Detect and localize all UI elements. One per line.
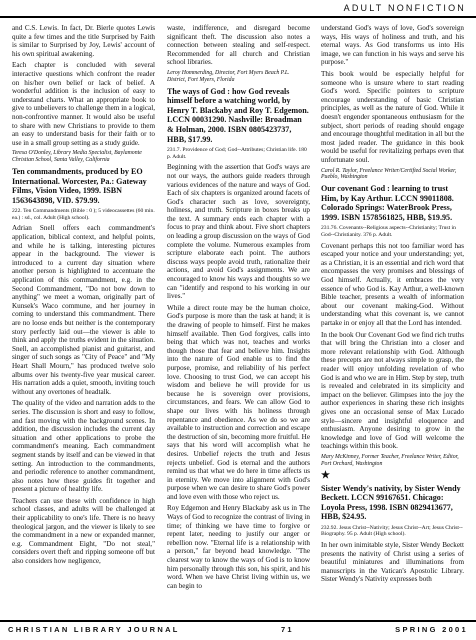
page-number: 71 bbox=[280, 625, 294, 634]
paragraph: understand God's ways of love, God's sovereign ways, His ways of holiness and truth, and his eternal ways. As God transforms us into His image, we can function in his ways and serve his purpose." bbox=[321, 24, 464, 67]
column-2 bbox=[167, 24, 310, 616]
journal-name: CHRISTIAN LIBRARY JOURNAL bbox=[8, 625, 180, 634]
header-band bbox=[0, 0, 476, 16]
review-title: The ways of God : how God reveals himself before a watching world, by Henry T. Blackaby and Roy T. Edgemon. LCCN 00031290. Nashville: Broadman & Holman, 2000. ISBN 0805423737, HBB, $17.99. bbox=[167, 86, 309, 144]
paragraph: Covenant perhaps this not too familiar word has escaped your notice and your understanding; yet, as a Christian, it is an essential and rich word that encompasses the very promises and blessings of God himself. Actually, it embraces the very essence of who God is. Kay Arthur, a well-known Bible teacher, presents a wealth of information about our covenant making-God. Without understanding what this covenant is, we cannot partake in or enjoy all that the Lord has intended. bbox=[321, 241, 464, 327]
issue-date: SPRING 2001 bbox=[395, 625, 468, 634]
paragraph: and C.S. Lewis. In fact, Dr. Bierle quotes Lewis quite a few times and the title Surprised by Faith is similar to Surprised by Joy, Lewis' account of his own spiritual awakening. bbox=[12, 24, 155, 58]
paragraph: Teachers can use these with confidence in high school classes, and adults will be challenged at their applicability to one's life. There is no heavy theological jargon, and the viewer is likely to see the commandment in a new or expanded manner, e.g. Commandment Eight, "Do not steal," considers overt theft and ripping someone off but also considers how negligence, bbox=[12, 496, 155, 566]
paragraph: The quality of the video and narration adds to the series. The discussion is short and easy to follow, and fast moving with the background scenes. In addition, the discussion includes the current day situation and other applications to probe the commandment's meaning. Each commandment segment stands by itself and can be viewed in that setting. An introduction to the commandments, and periodic reference to another commandment, also notes how these guides fit together and present a picture of healthy life. bbox=[12, 399, 155, 494]
catalog-info: 222. Ten Commandments (Bible : 0 ); 5 videocassettes (60 min. ea.) : sd., col. Adult (High school). bbox=[12, 208, 155, 221]
paragraph: waste, indifference, and disregard become significant theft. The discussion also notes a connection between stealing and self-respect. Recommended for all church and Christian school libraries. bbox=[167, 24, 310, 67]
reviewer-credit: Mary McKinney, Former Teacher, Freelance Writer, Editor, Port Orchard, Washington bbox=[321, 453, 459, 467]
reviewer-credit: Carol R. Taylor, Freelance Writer/Certified Social Worker, Pueblo, Washington bbox=[321, 167, 457, 181]
catalog-info: 231.76. Covenants--Religious aspects--Christianity; Trust in God--Christianity. 376 p. Adult. bbox=[321, 225, 456, 239]
reviewer-credit: Teresa O'Donley, Library Media Specialist, Baylamonte Christian School, Santa Valley, California bbox=[12, 150, 142, 164]
review-title: Sister Wendy's nativity, by Sister Wendy Beckett. LCCN 99167651. Chicago: Loyola Press, 1998. ISBN 0829413677, HBB, $24.95. bbox=[321, 483, 461, 522]
header-rule bbox=[0, 16, 476, 18]
catalog-info: 231.7. Providence of God; God--Attributes; Christian life. 180 p. Adult. bbox=[167, 147, 307, 160]
paragraph: In her own inimitable style, Sister Wendy Beckett presents the nativity of Christ using a series of beautiful miniatures and illuminations from manuscripts in the Vatican's Apostolic Library. Sister Wendy's Nativity expresses both bbox=[321, 541, 464, 584]
section-title: ADULT NONFICTION bbox=[343, 3, 466, 13]
paragraph: In the book Our Covenant God we find rich truths that will bring the Christian into a closer and more relevant relationship with God. Although these precepts are not always simple to grasp, the reader will enjoy unfolding revelation of who God is and who we are in Him. Step by step, truth is revealed and celebrated in its simplicity and impact on the believer. Glimpses into the joy the author experiences in sharing these rich insights gives one an occasional sense of Max Lucado style—sincere and insightful eloquence and enthusiasm. Anyone desiring to grow in the knowledge and love of God will welcome the teachings within this book. bbox=[321, 330, 464, 451]
column-3 bbox=[321, 24, 464, 616]
column-1 bbox=[12, 24, 155, 616]
reviewer-credit: Leroy Hommerding, Director, Fort Myers Beach P.L. District, Fort Myers, Florida bbox=[167, 69, 290, 83]
review-title: Our covenant God : learning to trust Him, by Kay Arthur. LCCN 99011808. Colorado Springs: WaterBrook Press, 1999. ISBN 1578561825, HBB, $19.95. bbox=[321, 184, 454, 222]
page-footer bbox=[8, 625, 468, 634]
review-title: Ten commandments, produced by EO International. Worcester, Pa.: Gateway Films, Vision Video, 1999. ISBN 1563643898, VID. $79.99. bbox=[12, 166, 147, 205]
paragraph: Roy Edgemon and Henry Blackaby ask us in The Ways of God to recognize the contrast of living in time; of thinking we have time to forgive or repent later, needing to justify our anger or rebellion now. "Eternal life is a relationship with a person," far beyond head knowledge. "The clearest way to know the ways of God is to know him personally through this son, his spirit, and his word. When we have Christ living within us, we can begin to bbox=[167, 504, 310, 590]
star-icon: ★ bbox=[321, 469, 330, 481]
paragraph: While a direct route may be the human choice, God's purpose is more than the task at hand; it is the drawing of people to himself. First he makes himself available. Then God forgives, calls into being that which was not, teaches and works though those that fear and believe him. Insights into the nature of God enable us to find the purpose, promise, and reliability of his perfect love. Choosing to trust God, we can accept his wisdom and believe he will provide for us because he is sovereign over provisions, circumstances, and fears. We can allow God to shape our lives with his holiness through repentance and obedience. As we do so we are available to instruction and correction and escape the destruction of sin, becoming more fruitful. He says that his word will accomplish what he desires. Unbelief rejects the truth and Jesus rejects unbelief. God is eternal and the authors remind us that what we do here in time affects us in eternity. We move into alignment with God's purpose when we can desire to share God's power and love even with those who reject us. bbox=[167, 303, 310, 501]
paragraph: Each chapter is concluded with several interactive questions which confront the reader on his/her own belief or lack of belief. A wonderful addition is the inclusion of easy to understand charts. What an appropriate book to give to unbelievers to challenge them in a logical, non-confrontive manner. It would also be useful to share with new Christians to provide to them an easy to understand basis for their faith or to use in a small group setting as a study guide. bbox=[12, 61, 155, 147]
footer-rule bbox=[0, 620, 476, 622]
catalog-info: 232.92. Jesus Christ--Nativity; Jesus Christ--Art; Jesus Christ--Biography. 95 p. Adult (High school). bbox=[321, 524, 463, 538]
paragraph: Adrian Snell offers each commandment's application, biblical context, and helpful points, and while he is talking, interesting pictures appear in the background. The viewer is introduced to a current day situation where another person is highlighted to accentuate the application of this commandment, e.g. in the Second Commandment, "Do not bow down to anything" we meet a woman, originally part of Kunsek's Waco commune, and her journey in coming to understand this commandment. There are no loose ends but neither is the contemporary story perfectly laid out—the viewer is able to think and apply the truths evident in the situation. Snell, an accomplished pianist and guitarist, and singer of such songs as "City of Peace" and "My Heart Shall Mourn," has produced twelve solo albums over his twenty-five year musical career. His narration adds a quiet, smooth, inviting touch without any overtones of headtalk. bbox=[12, 224, 155, 396]
paragraph: Beginning with the assertion that God's ways are not our ways, the authors guide readers through various evidences of the nature and ways of God. Each of six chapters is organized around facets of God's character such as love, sovereignty, holiness, and truth. Scripture in boxes breaks up the text. A summary ends each chapter with a focus to pray and think about. Five short chapters on leading a group discussion on the ways of God complete the volume. Numerous examples from scripture elaborate each point. The authors discuss ways people avoid truth, rationalize their actions, and avoid God's assignments. We are encouraged to know his ways and thoughts so we can "identify and respond to his working in our lives." bbox=[167, 163, 310, 301]
paragraph: This book would be especially helpful for someone who is unsure where to start reading God's word. Specific pointers to scripture encourage understanding of basic Christian principles, as well as the nature of God. While it doesn't engender spontaneous enthusiasm for the subject, short periods of reading should engage and encourage thoughtful meditation in all but the most jaded reader. The guidance in this book would be useful for revitalizing perhaps even that unfortunate soul. bbox=[321, 69, 464, 164]
